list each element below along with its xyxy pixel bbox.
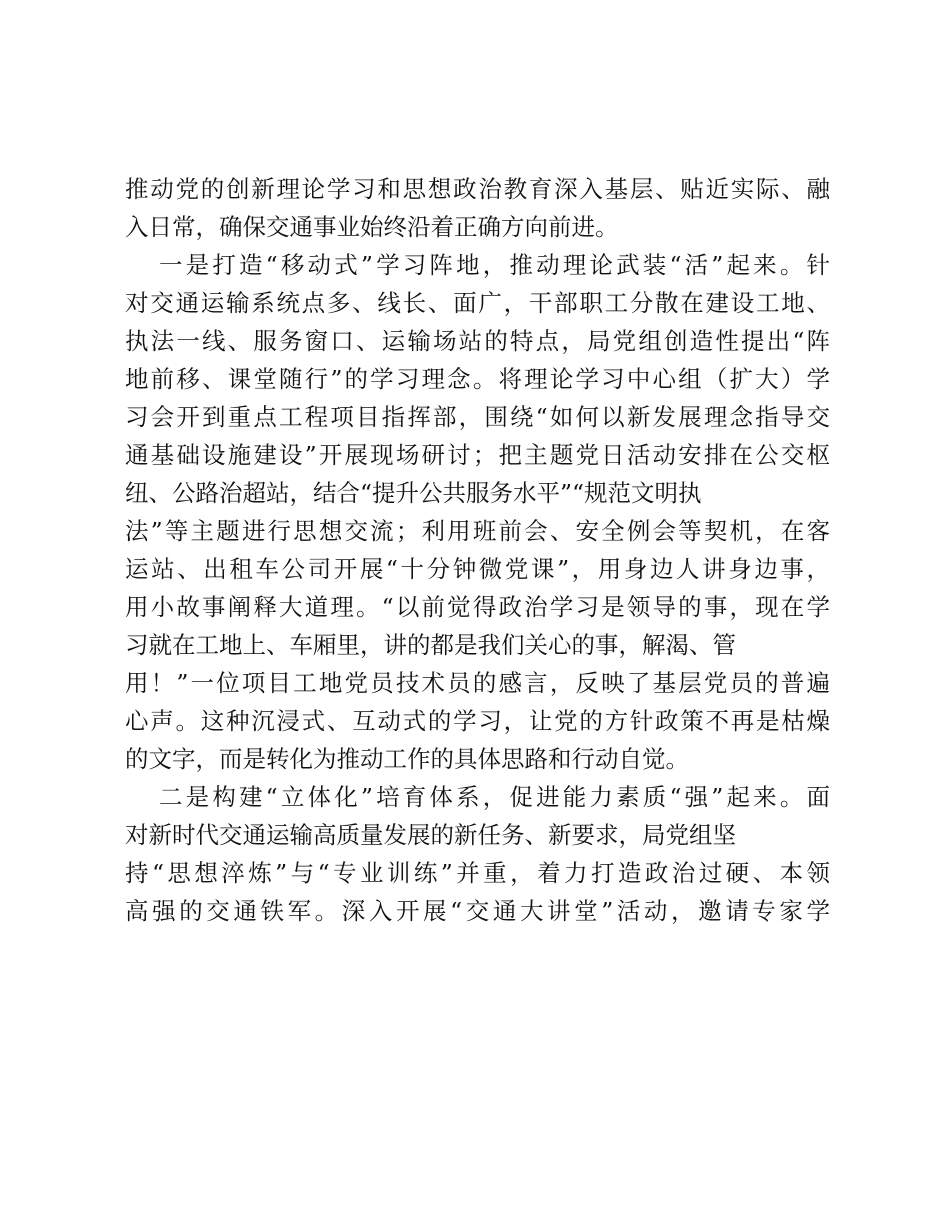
- text-line: 高强的交通铁军。深入开展“交通大讲堂”活动，邀请专家学: [125, 897, 830, 925]
- text-line: 推动党的创新理论学习和思想政治教育深入基层、贴近实际、融: [125, 175, 830, 203]
- text-line: 执法一线、服务窗口、运输场站的特点，局党组创造性提出“阵: [125, 327, 830, 355]
- paragraph-first-line: 一是打造“移动式”学习阵地，推动理论武装“活”起来。针: [159, 251, 830, 279]
- text-line: 对新时代交通运输高质量发展的新任务、新要求，局党组坚: [125, 821, 736, 849]
- text-line: 习就在工地上、车厢里，讲的都是我们关心的事，解渴、管: [125, 631, 736, 659]
- text-line: 运站、出租车公司开展“十分钟微党课”，用身边人讲身边事，: [125, 555, 830, 583]
- text-line: 习会开到重点工程项目指挥部，围绕“如何以新发展理念指导交: [125, 403, 830, 431]
- text-line: 心声。这种沉浸式、互动式的学习，让党的方针政策不再是枯燥: [125, 707, 830, 735]
- paragraph-first-line: 二是构建“立体化”培育体系，促进能力素质“强”起来。面: [159, 783, 830, 811]
- document-body: [125, 170, 830, 930]
- text-line: 地前移、课堂随行”的学习理念。将理论学习中心组（扩大）学: [125, 365, 830, 393]
- text-line: 通基础设施建设”开展现场研讨；把主题党日活动安排在公交枢: [125, 441, 830, 469]
- text-line: 对交通运输系统点多、线长、面广，干部职工分散在建设工地、: [125, 289, 830, 317]
- text-line: 持“思想淬炼”与“专业训练”并重，着力打造政治过硬、本领: [125, 859, 830, 887]
- text-line: 纽、公路治超站，结合“提升公共服务水平”“规范文明执: [125, 479, 702, 507]
- text-line: 法”等主题进行思想交流；利用班前会、安全例会等契机，在客: [125, 517, 830, 545]
- text-line: 入日常，确保交通事业始终沿着正确方向前进。: [125, 213, 619, 241]
- text-line: 的文字，而是转化为推动工作的具体思路和行动自觉。: [125, 745, 689, 773]
- text-line: 用！”一位项目工地党员技术员的感言，反映了基层党员的普遍: [125, 669, 830, 697]
- text-line: 用小故事阐释大道理。“以前觉得政治学习是领导的事，现在学: [125, 593, 830, 621]
